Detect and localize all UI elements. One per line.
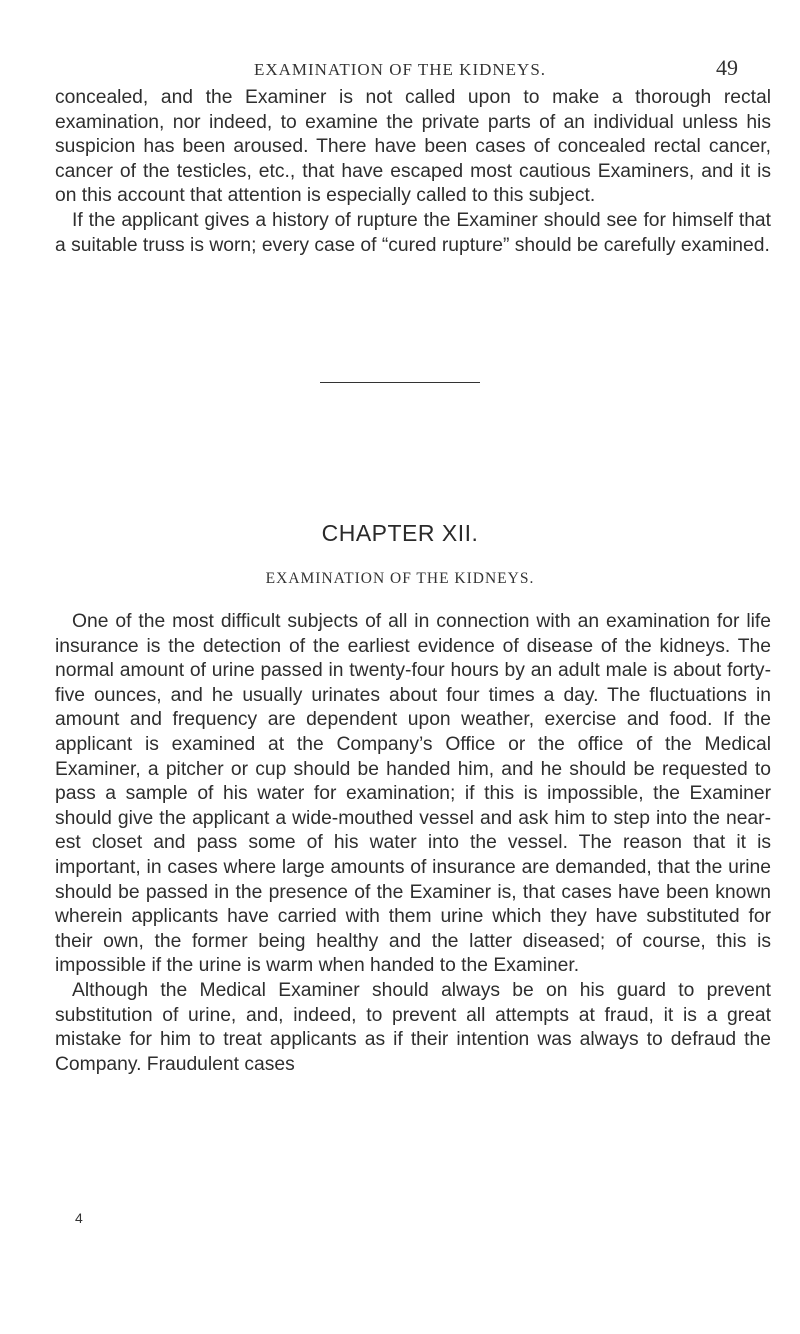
running-head: EXAMINATION OF THE KIDNEYS. [253,60,547,79]
chapter-text-block [55,610,771,1077]
paragraph-concealed: concealed, and the Examiner is not called upon to make a thorough rectal examination, nor indeed, to examine the private parts of an individual unless his suspicion has been aroused. There have been cases of concealed rectal cancer, cancer of the testicles, etc., that have escaped most cautious Examiners, and it is on this account that attention is especially called to this subject. [55,87,771,207]
paragraph-kidneys: One of the most difficult subjects of all in connection with an examination for life insurance is the detection of the earliest evidence of disease of the kidneys. The normal amount of urine passed in twenty-four hours by an adult male is about forty-five ounces, and he usually urinates about four times a day. The fluctuations in amount and frequency are dependent upon weather, exercise and food. If the applicant is examined at the Company’s Office or the office of the Medical Examiner, a pitcher or cup should be handed him, and he should be requested to pass a sample of his water for examination; if this is impossible, the Examiner should give the applicant a wide-mouthed vessel and ask him to step into the near-est closet and pass some of his water into the vessel. The reason that it is important, in cases where large amounts of insurance are demanded, that the urine should be passed in the presence of the Examiner is, that cases have been known wherein applicants have carried with them urine which they have substituted for their own, the former being healthy and the latter diseased; of course, this is impossible if the urine is warm when handed to the Examiner. [55,611,771,977]
signature-mark: 4 [75,1210,83,1226]
top-text-block [55,86,771,258]
paragraph-rupture: If the applicant gives a history of rupture the Examiner should see for himself that a suitable truss is worn; every case of “cured rupture” should be carefully examined. [55,209,771,256]
section-divider [320,382,480,383]
paragraph-fraud: Although the Medical Examiner should always be on his guard to prevent substitution of urine, and, indeed, to prevent all attempts at fraud, it is a great mistake for him to treat applicants as if their intention was always to defraud the Company. Fraudulent cases [55,979,771,1075]
page-number: 49 [716,55,738,80]
chapter-subtitle: EXAMINATION OF THE KIDNEYS. [265,570,535,587]
chapter-title: CHAPTER XII. [321,520,479,546]
